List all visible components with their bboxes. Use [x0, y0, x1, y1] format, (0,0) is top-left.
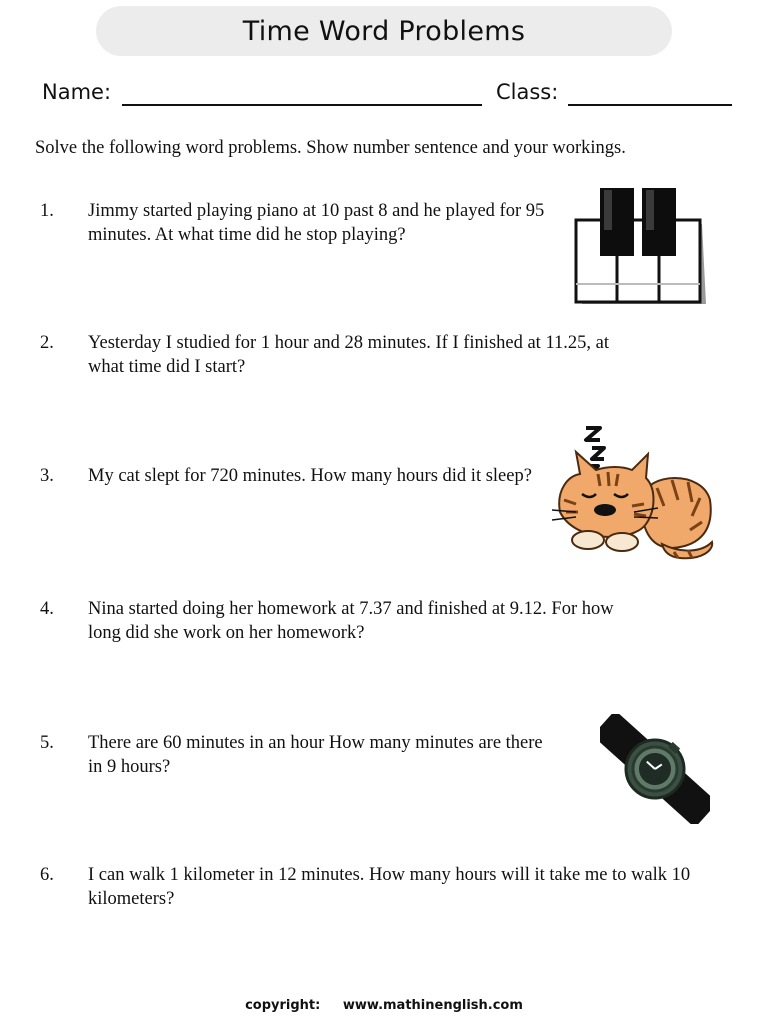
sleeping-cat-icon [552, 418, 722, 566]
name-blank-line [122, 104, 482, 106]
question-text: Nina started doing her homework at 7.37 and finished at 9.12. For how long did she work on her homework? [88, 599, 614, 643]
question-number: 6. [40, 865, 54, 885]
instructions: Solve the following word problems. Show number sentence and your workings. [35, 138, 626, 158]
piano-icon [574, 186, 708, 308]
wristwatch-icon [600, 714, 710, 824]
copyright-label: copyright: [245, 998, 321, 1013]
question-number: 4. [40, 599, 54, 619]
page-title: Time Word Problems [242, 15, 526, 47]
footer [0, 998, 768, 1013]
website-link[interactable]: www.mathinenglish.com [342, 998, 523, 1013]
class-blank-line [568, 104, 732, 106]
class-label: Class: [496, 80, 559, 104]
question-text: My cat slept for 720 minutes. How many hours did it sleep? [88, 466, 532, 486]
title-banner [96, 6, 672, 56]
question-number: 3. [40, 466, 54, 486]
question-number: 1. [40, 201, 54, 221]
name-label: Name: [42, 80, 112, 104]
question-text: There are 60 minutes in an hour How many minutes are there in 9 hours? [88, 733, 543, 777]
name-class-row [42, 80, 742, 110]
question-number: 5. [40, 733, 54, 753]
question-text: I can walk 1 kilometer in 12 minutes. How many hours will it take me to walk 10 kilometers? [88, 865, 691, 909]
question-number: 2. [40, 333, 54, 353]
question-text: Yesterday I studied for 1 hour and 28 minutes. If I finished at 11.25, at what time did I start? [88, 333, 609, 377]
question-text: Jimmy started playing piano at 10 past 8 and he played for 95 minutes. At what time did he stop playing? [88, 201, 545, 245]
